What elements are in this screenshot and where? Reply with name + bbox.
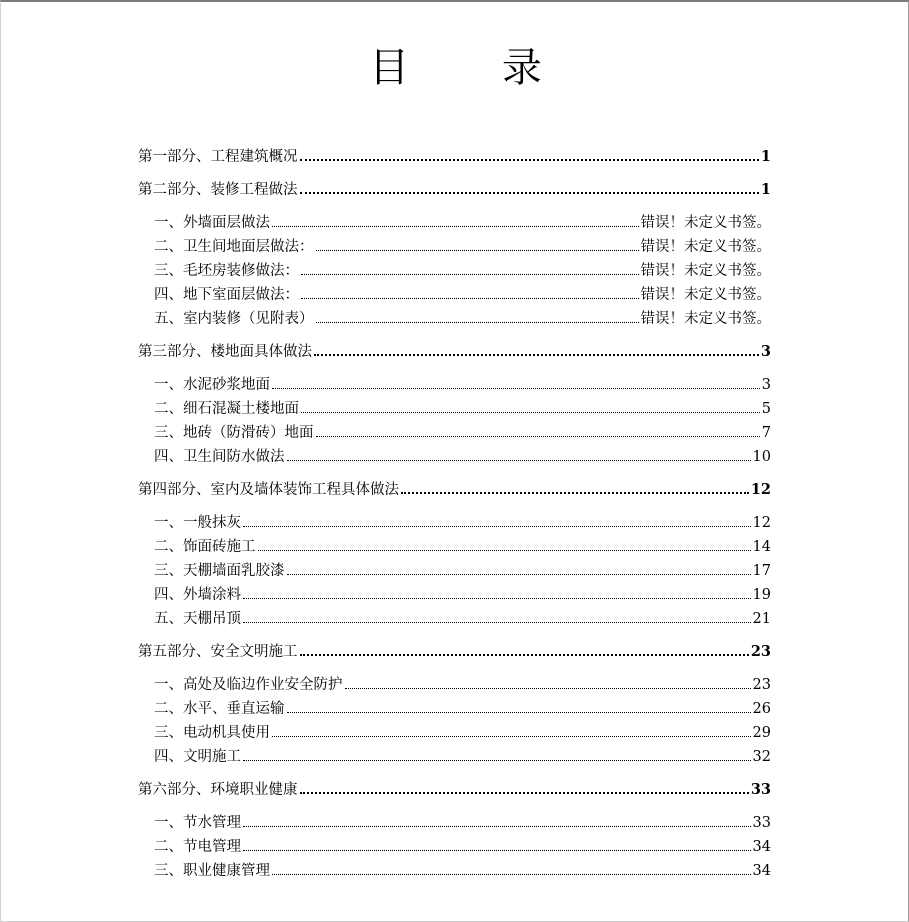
toc-entry-part-6[interactable] <box>138 778 771 802</box>
toc-entry-section[interactable] <box>138 535 771 559</box>
toc-entry-label: 二、细石混凝土楼地面 <box>154 401 299 417</box>
toc-entry-page: 错误！未定义书签。 <box>640 239 771 255</box>
toc-entry-label: 一、节水管理 <box>154 815 241 831</box>
toc-entry-section[interactable] <box>138 307 771 331</box>
table-of-contents <box>138 145 771 883</box>
toc-entry-page: 26 <box>752 701 771 717</box>
toc-entry-label: 二、饰面砖施工 <box>154 539 256 555</box>
toc-entry-page: 23 <box>752 677 771 693</box>
page-title: 目 录 <box>369 45 582 91</box>
toc-entry-page: 32 <box>752 749 771 765</box>
toc-entry-label: 二、节电管理 <box>154 839 241 855</box>
toc-entry-page: 10 <box>752 449 771 465</box>
toc-entry-label: 三、职业健康管理 <box>154 863 270 879</box>
toc-entry-page: 34 <box>752 863 771 879</box>
toc-entry-page: 14 <box>752 539 771 555</box>
dot-leader <box>401 492 749 494</box>
toc-entry-section[interactable] <box>138 445 771 469</box>
toc-entry-page: 错误！未定义书签。 <box>640 287 771 303</box>
toc-entry-label: 三、地砖（防滑砖）地面 <box>154 425 314 441</box>
dot-leader <box>243 826 751 827</box>
toc-entry-section[interactable] <box>138 235 771 259</box>
toc-entry-section[interactable] <box>138 859 771 883</box>
toc-entry-page: 33 <box>752 815 771 831</box>
dot-leader <box>300 159 759 161</box>
toc-entry-part-1[interactable] <box>138 145 771 169</box>
toc-entry-label: 第二部分、装修工程做法 <box>138 182 298 198</box>
toc-entry-page: 3 <box>761 377 771 393</box>
toc-entry-page: 1 <box>760 148 771 165</box>
dot-leader <box>316 250 639 251</box>
dot-leader <box>314 354 759 356</box>
toc-entry-part-5[interactable] <box>138 640 771 664</box>
dot-leader <box>272 736 751 737</box>
toc-entry-page: 29 <box>752 725 771 741</box>
toc-entry-label: 五、室内装修（见附表） <box>154 311 314 327</box>
toc-entry-label: 第一部分、工程建筑概况 <box>138 149 298 165</box>
dot-leader <box>243 622 751 623</box>
toc-entry-label: 第四部分、室内及墙体装饰工程具体做法 <box>138 482 399 498</box>
toc-entry-label: 一、水泥砂浆地面 <box>154 377 270 393</box>
toc-entry-label: 五、天棚吊顶 <box>154 611 241 627</box>
toc-entry-section[interactable] <box>138 721 771 745</box>
toc-entry-label: 第五部分、安全文明施工 <box>138 644 298 660</box>
dot-leader <box>345 688 751 689</box>
toc-entry-page: 33 <box>750 781 771 798</box>
dot-leader <box>272 226 639 227</box>
toc-entry-page: 5 <box>761 401 771 417</box>
toc-entry-page: 19 <box>752 587 771 603</box>
dot-leader <box>243 850 751 851</box>
toc-entry-section[interactable] <box>138 559 771 583</box>
toc-entry-label: 第六部分、环境职业健康 <box>138 782 298 798</box>
dot-leader <box>287 574 751 575</box>
toc-entry-label: 一、高处及临边作业安全防护 <box>154 677 343 693</box>
toc-entry-section[interactable] <box>138 259 771 283</box>
toc-entry-section[interactable] <box>138 583 771 607</box>
toc-entry-section[interactable] <box>138 697 771 721</box>
dot-leader <box>301 298 639 299</box>
toc-entry-page: 34 <box>752 839 771 855</box>
toc-entry-section[interactable] <box>138 397 771 421</box>
toc-entry-section[interactable] <box>138 211 771 235</box>
toc-entry-label: 一、一般抹灰 <box>154 515 241 531</box>
toc-entry-page: 21 <box>752 611 771 627</box>
toc-entry-label: 四、地下室面层做法： <box>154 287 299 303</box>
dot-leader <box>287 712 751 713</box>
dot-leader <box>258 550 751 551</box>
dot-leader <box>300 792 749 794</box>
toc-entry-page: 错误！未定义书签。 <box>640 263 771 279</box>
dot-leader <box>316 436 760 437</box>
toc-entry-section[interactable] <box>138 283 771 307</box>
toc-entry-label: 四、外墙涂料 <box>154 587 241 603</box>
dot-leader <box>243 598 751 599</box>
dot-leader <box>272 388 760 389</box>
toc-entry-part-2[interactable] <box>138 178 771 202</box>
dot-leader <box>243 760 751 761</box>
toc-entry-label: 二、水平、垂直运输 <box>154 701 285 717</box>
dot-leader <box>301 274 639 275</box>
dot-leader <box>300 192 759 194</box>
toc-entry-section[interactable] <box>138 607 771 631</box>
toc-entry-label: 三、电动机具使用 <box>154 725 270 741</box>
dot-leader <box>300 654 749 656</box>
dot-leader <box>287 460 751 461</box>
toc-entry-page: 错误！未定义书签。 <box>640 311 771 327</box>
toc-entry-page: 7 <box>761 425 771 441</box>
toc-entry-label: 四、文明施工 <box>154 749 241 765</box>
dot-leader <box>243 526 751 527</box>
toc-entry-part-3[interactable] <box>138 340 771 364</box>
toc-entry-page: 23 <box>750 643 771 660</box>
toc-entry-section[interactable] <box>138 835 771 859</box>
toc-entry-label: 三、天棚墙面乳胶漆 <box>154 563 285 579</box>
dot-leader <box>301 412 760 413</box>
toc-entry-page: 17 <box>752 563 771 579</box>
dot-leader <box>316 322 639 323</box>
toc-entry-section[interactable] <box>138 373 771 397</box>
toc-entry-section[interactable] <box>138 421 771 445</box>
toc-entry-label: 一、外墙面层做法 <box>154 215 270 231</box>
toc-entry-section[interactable] <box>138 811 771 835</box>
dot-leader <box>272 874 751 875</box>
toc-entry-label: 四、卫生间防水做法 <box>154 449 285 465</box>
toc-entry-label: 二、卫生间地面层做法： <box>154 239 314 255</box>
toc-entry-section[interactable] <box>138 673 771 697</box>
toc-entry-label: 第三部分、楼地面具体做法 <box>138 344 312 360</box>
toc-entry-part-4[interactable] <box>138 478 771 502</box>
toc-entry-page: 1 <box>760 181 771 198</box>
toc-entry-page: 12 <box>750 481 771 498</box>
toc-entry-page: 错误！未定义书签。 <box>640 215 771 231</box>
toc-entry-section[interactable] <box>138 745 771 769</box>
toc-entry-section[interactable] <box>138 511 771 535</box>
toc-entry-label: 三、毛坯房装修做法： <box>154 263 299 279</box>
toc-entry-page: 3 <box>760 343 771 360</box>
toc-entry-page: 12 <box>752 515 771 531</box>
